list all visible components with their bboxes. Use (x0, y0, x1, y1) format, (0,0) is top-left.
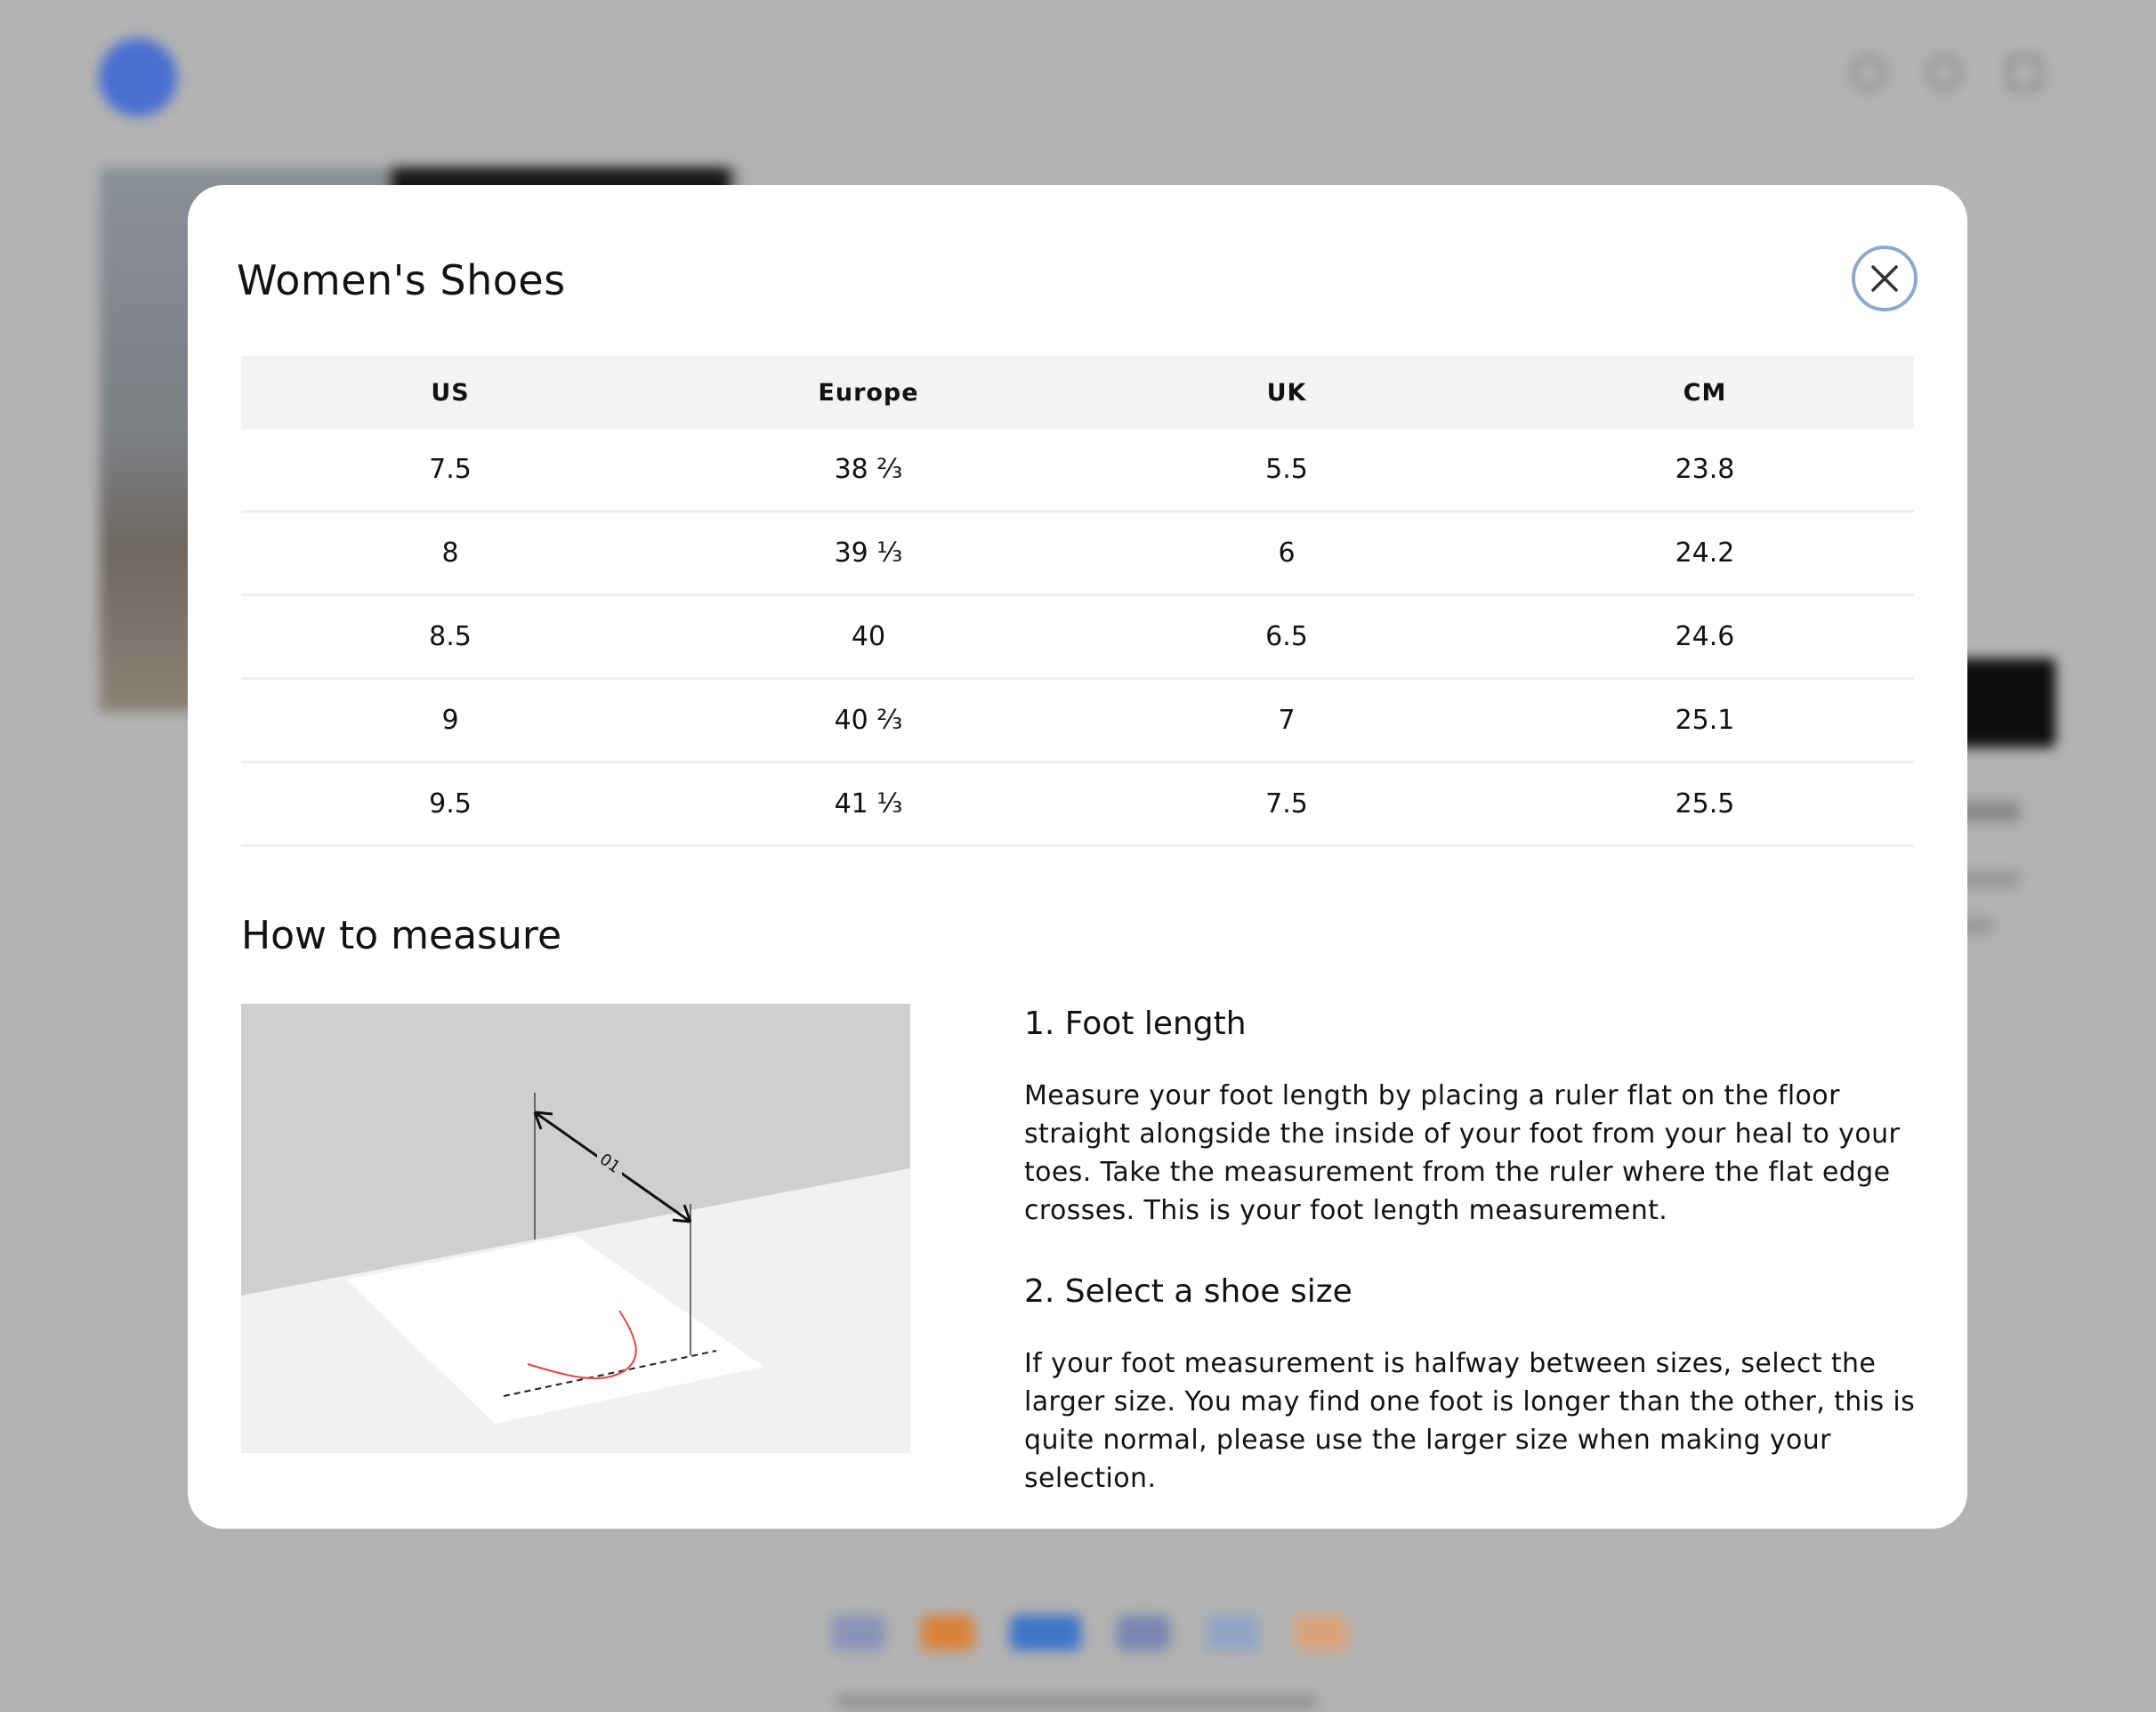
table-row (241, 679, 1914, 763)
diners-icon (1206, 1615, 1259, 1651)
account-icon (1926, 55, 1962, 91)
amex-icon (1010, 1615, 1081, 1651)
table-row (241, 595, 1914, 679)
column-header-us: US (241, 356, 659, 429)
step-select-size-body: If your foot measurement is halfway between sizes, select the larger size. You may find one foot is longer than the other, this is quite normal, please use the larger size when making your selection. (1024, 1348, 1916, 1494)
table-cell: 7 (1078, 679, 1496, 763)
table-cell: 25.5 (1496, 763, 1914, 846)
size-guide-modal (188, 185, 1967, 1529)
column-header-cm: CM (1496, 356, 1914, 429)
cart-icon (2007, 55, 2042, 91)
mastercard-icon (921, 1615, 974, 1651)
table-cell: 41 ⅓ (659, 763, 1078, 846)
table-cell: 23.8 (1496, 429, 1914, 512)
close-icon (1869, 263, 1900, 294)
table-cell: 7.5 (1078, 763, 1496, 846)
store-logo-icon (99, 38, 177, 117)
table-cell: 40 ⅔ (659, 679, 1078, 763)
step-foot-length-body: Measure your foot length by placing a ruler flat on the floor straight alongside the inside of your foot from your heal to your toes. Take the measurement from the ruler where the flat edge crosses. This is your foot length measurement. (1024, 1080, 1901, 1226)
table-cell: 7.5 (241, 429, 659, 512)
how-to-measure-title: How to measure (241, 913, 562, 958)
paypal-icon (1117, 1615, 1170, 1651)
table-cell: 38 ⅔ (659, 429, 1078, 512)
table-cell: 25.1 (1496, 679, 1914, 763)
size-table (241, 356, 1914, 847)
modal-title: Women's Shoes (237, 256, 566, 304)
table-row (241, 763, 1914, 846)
step-foot-length-title: 1. Foot length (1024, 1005, 1247, 1042)
table-cell: 8.5 (241, 595, 659, 679)
table-row (241, 429, 1914, 512)
discover-icon (1295, 1615, 1348, 1651)
table-cell: 8 (241, 512, 659, 595)
table-cell: 6 (1078, 512, 1496, 595)
step-select-size-title: 2. Select a shoe size (1024, 1273, 1353, 1310)
foot-measurement-illustration (241, 1004, 910, 1453)
table-header-row (241, 356, 1914, 429)
footer-text (836, 1695, 1317, 1708)
payment-icons (832, 1615, 1348, 1651)
table-cell: 39 ⅓ (659, 512, 1078, 595)
close-button[interactable] (1852, 246, 1918, 311)
measurement-label: 01 (595, 1150, 624, 1177)
table-cell: 24.2 (1496, 512, 1914, 595)
table-row (241, 512, 1914, 595)
table-cell: 5.5 (1078, 429, 1496, 512)
table-cell: 40 (659, 595, 1078, 679)
column-header-uk: UK (1078, 356, 1496, 429)
visa-icon (832, 1615, 885, 1651)
table-cell: 6.5 (1078, 595, 1496, 679)
column-header-europe: Europe (659, 356, 1078, 429)
table-cell: 24.6 (1496, 595, 1914, 679)
table-cell: 9.5 (241, 763, 659, 846)
table-cell: 9 (241, 679, 659, 763)
search-icon (1851, 55, 1886, 91)
